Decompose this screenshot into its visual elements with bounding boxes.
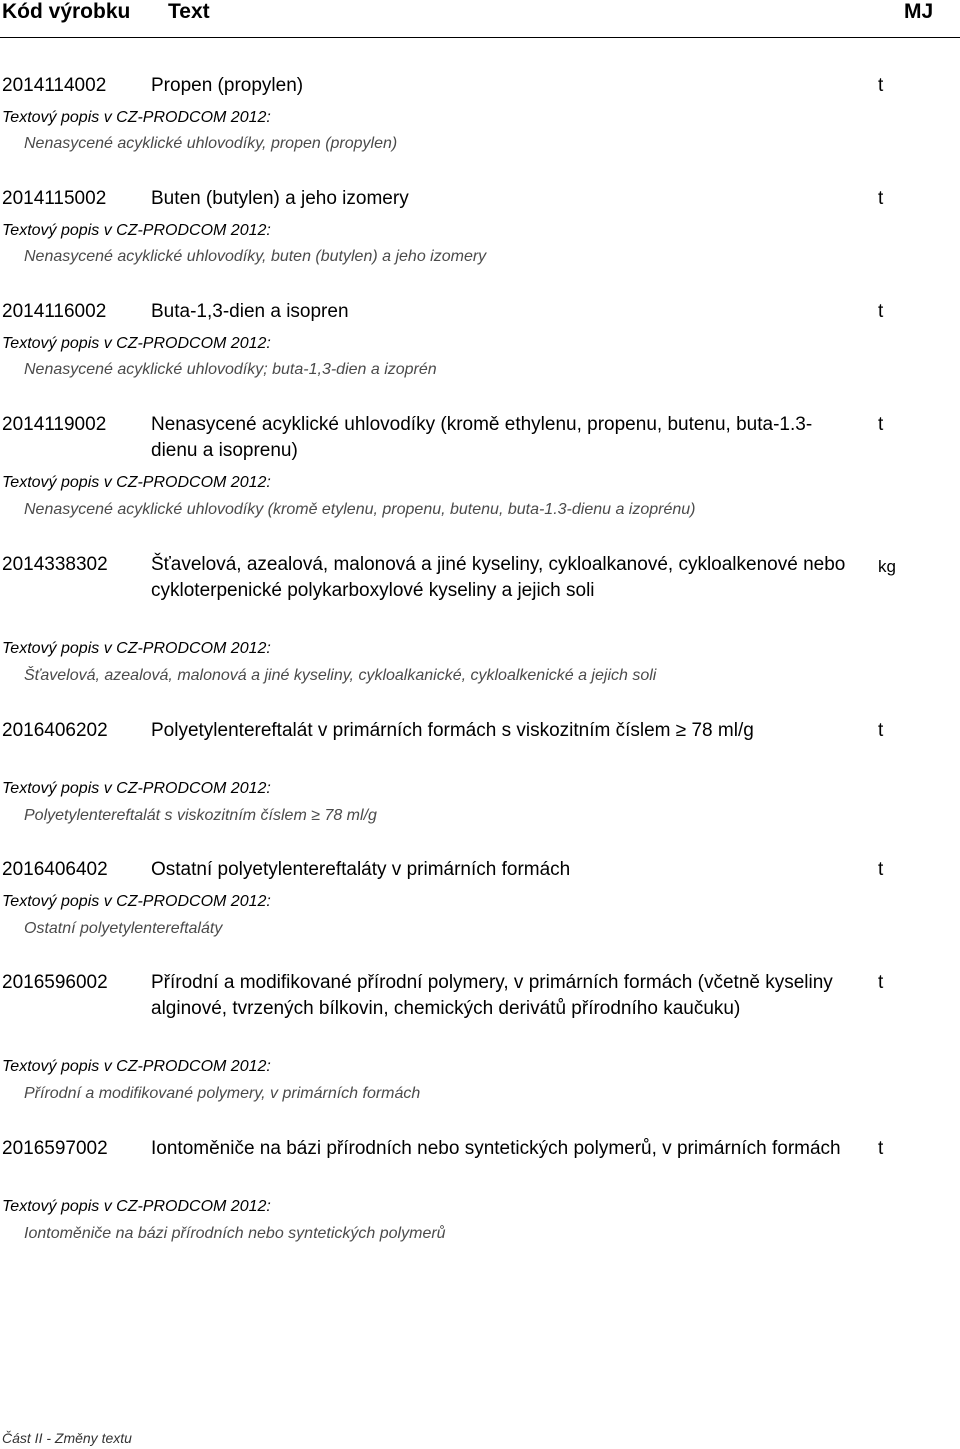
description-label: Textový popis v CZ-PRODCOM 2012: xyxy=(2,335,271,352)
description-label: Textový popis v CZ-PRODCOM 2012: xyxy=(2,780,271,797)
product-code: 2014119002 xyxy=(2,414,107,435)
description-text: Iontoměniče na bázi přírodních nebo syntetických polymerů xyxy=(24,1225,446,1242)
product-name: Propen (propylen) xyxy=(151,75,304,96)
product-name: Polyetylentereftalát v primárních formách s viskozitním číslem ≥ 78 ml/g xyxy=(151,720,754,741)
product-name: Buten (butylen) a jeho izomery xyxy=(151,188,409,209)
product-code: 2014338302 xyxy=(2,554,108,575)
description-text: Nenasycené acyklické uhlovodíky, buten (butylen) a jeho izomery xyxy=(24,248,487,265)
description-label: Textový popis v CZ-PRODCOM 2012: xyxy=(2,109,271,126)
product-code: 2016596002 xyxy=(2,972,108,993)
product-name: Iontoměniče na bázi přírodních nebo syntetických polymerů, v primárních formách xyxy=(151,1138,841,1159)
product-code: 2016406202 xyxy=(2,720,108,741)
description-text: Šťavelová, azealová, malonová a jiné kyseliny, cykloalkanické, cykloalkenické a jejich soli xyxy=(24,667,657,684)
header-divider xyxy=(0,37,960,38)
description-text: Nenasycené acyklické uhlovodíky (kromě etylenu, propenu, butenu, buta-1.3-dienu a izoprénu) xyxy=(24,501,696,518)
product-code: 2016597002 xyxy=(2,1138,108,1159)
description-text: Polyetylentereftalát s viskozitním číslem ≥ 78 ml/g xyxy=(24,807,377,824)
description-label: Textový popis v CZ-PRODCOM 2012: xyxy=(2,640,271,657)
description-label: Textový popis v CZ-PRODCOM 2012: xyxy=(2,1198,271,1215)
product-name: Ostatní polyetylentereftaláty v primárních formách xyxy=(151,859,571,880)
product-code: 2016406402 xyxy=(2,859,108,880)
column-header-unit: MJ xyxy=(904,0,934,23)
product-unit: t xyxy=(878,414,884,435)
product-code: 2014116002 xyxy=(2,301,107,322)
product-code: 2014114002 xyxy=(2,75,107,96)
product-unit: t xyxy=(878,301,884,322)
product-name: Přírodní a modifikované přírodní polymery, v primárních formách (včetně kyseliny alginové, tvrzených bílkovin, chemických derivátů přírodního kaučuku) xyxy=(151,972,833,1019)
description-label: Textový popis v CZ-PRODCOM 2012: xyxy=(2,893,271,910)
description-text: Nenasycené acyklické uhlovodíky; buta-1,3-dien a izoprén xyxy=(24,361,437,378)
description-text: Přírodní a modifikované polymery, v primárních formách xyxy=(24,1085,421,1102)
product-unit: t xyxy=(878,720,884,741)
description-label: Textový popis v CZ-PRODCOM 2012: xyxy=(2,222,271,239)
product-unit: t xyxy=(878,75,884,96)
column-header-code: Kód výrobku xyxy=(2,0,131,23)
table-header xyxy=(0,0,960,40)
product-unit: t xyxy=(878,972,884,993)
column-header-text: Text xyxy=(168,0,210,23)
product-name: Buta-1,3-dien a isopren xyxy=(151,301,349,322)
product-name: Nenasycené acyklické uhlovodíky (kromě ethylenu, propenu, butenu, buta-1.3-dienu a isoprenu) xyxy=(151,414,813,461)
description-text: Ostatní polyetylentereftaláty xyxy=(24,920,223,937)
product-unit: t xyxy=(878,188,884,209)
product-unit: t xyxy=(878,1138,884,1159)
product-code: 2014115002 xyxy=(2,188,107,209)
description-label: Textový popis v CZ-PRODCOM 2012: xyxy=(2,474,271,491)
product-unit: kg xyxy=(878,557,896,576)
description-text: Nenasycené acyklické uhlovodíky, propen (propylen) xyxy=(24,135,398,152)
description-label: Textový popis v CZ-PRODCOM 2012: xyxy=(2,1058,271,1075)
page-footer: Část II - Změny textu xyxy=(2,1430,132,1446)
product-unit: t xyxy=(878,859,884,880)
product-name: Šťavelová, azealová, malonová a jiné kyseliny, cykloalkanové, cykloalkenové nebo cykloterpenické polykarboxylové kyseliny a jejich soli xyxy=(151,554,846,601)
